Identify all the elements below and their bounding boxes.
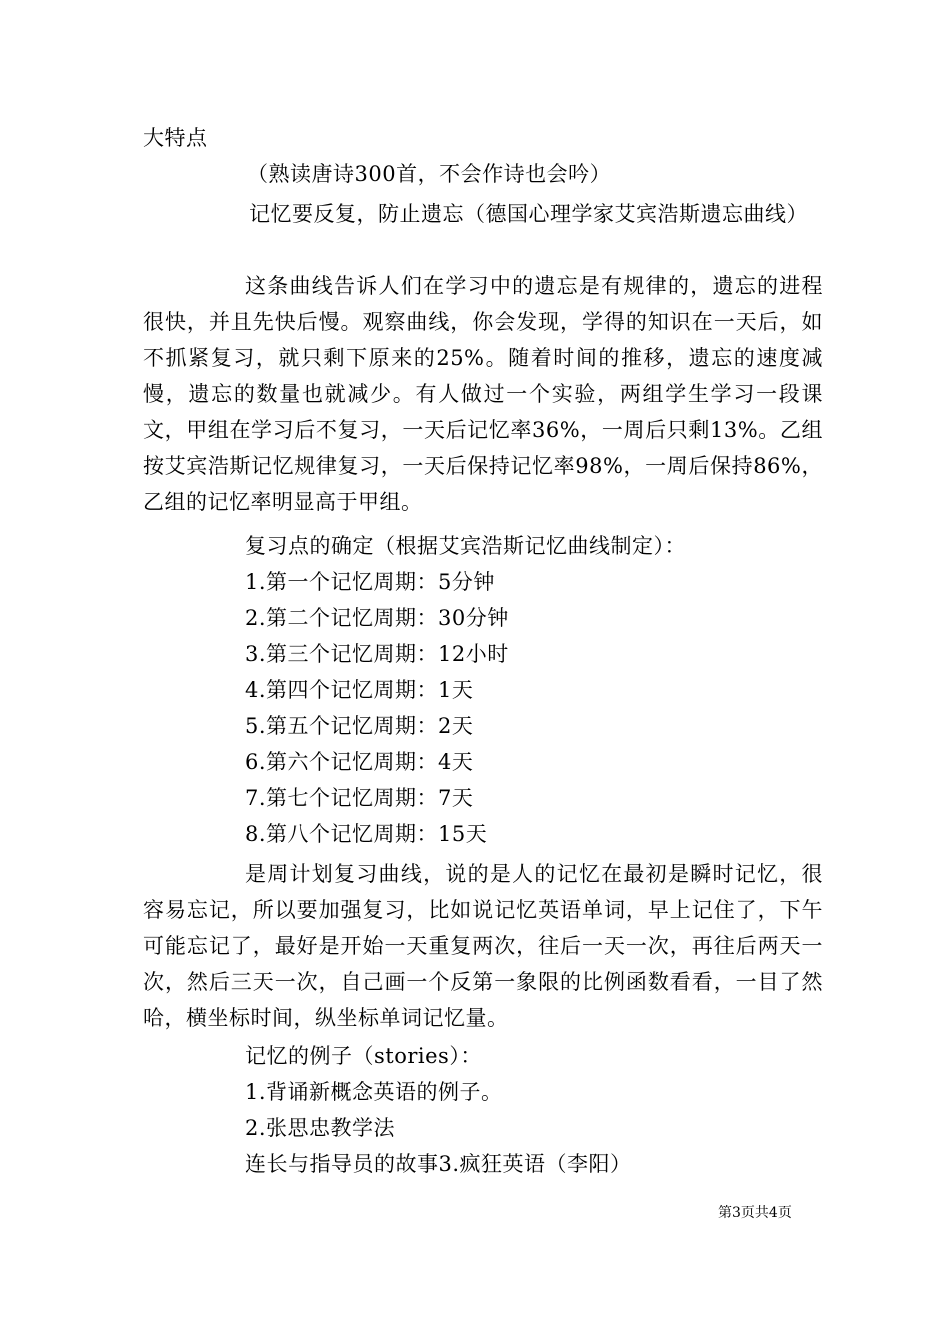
weekly-plan-paragraph: 是周计划复习曲线，说的是人的记忆在最初是瞬时记忆，很容易忘记，所以要加强复习，比如说记忆英语单词，早上记住了，下午可能忘记了，最好是开始一天重复两次，往后一天一次，再往后两天一次，然后三天一次，自己画一个反第一象限的比例函数看看，一目了然哈，横坐标时间，纵坐标单词记忆量。: [143, 862, 823, 1030]
fragment-heading: 大特点: [143, 126, 208, 150]
review-item: 4.第四个记忆周期：1天: [245, 678, 474, 702]
forgetting-curve-paragraph: 这条曲线告诉人们在学习中的遗忘是有规律的，遗忘的进程很快，并且先快后慢。观察曲线，你会发现，学得的知识在一天后，如不抓紧复习，就只剩下原来的25%。随着时间的推移，遗忘的速度减慢，遗忘的数量也就减少。有人做过一个实验，两组学生学习一段课文，甲组在学习后不复习，一天后记忆率36%，一周后只剩13%。乙组按艾宾浩斯记忆规律复习，一天后保持记忆率98%，一周后保持86%，乙组的记忆率明显高于甲组。: [143, 274, 823, 514]
review-points-heading: 复习点的确定（根据艾宾浩斯记忆曲线制定）：: [245, 534, 686, 558]
tang-poem-quote: （熟读唐诗300首，不会作诗也会吟）: [247, 162, 612, 186]
story-item: 连长与指导员的故事3.疯狂英语（李阳）: [245, 1152, 632, 1176]
review-item: 8.第八个记忆周期：15天: [245, 822, 488, 846]
review-item: 7.第七个记忆周期：7天: [245, 786, 474, 810]
review-item: 1.第一个记忆周期：5分钟: [245, 570, 495, 594]
page-number: 第3页共4页: [718, 1205, 792, 1221]
review-item: 5.第五个记忆周期：2天: [245, 714, 474, 738]
stories-heading: 记忆的例子（stories）：: [245, 1044, 482, 1068]
story-item: 2.张思忠教学法: [245, 1116, 396, 1140]
memory-repeat-line: 记忆要反复，防止遗忘（德国心理学家艾宾浩斯遗忘曲线）: [249, 202, 808, 226]
story-item: 1.背诵新概念英语的例子。: [245, 1080, 503, 1104]
review-item: 3.第三个记忆周期：12小时: [245, 642, 509, 666]
review-item: 6.第六个记忆周期：4天: [245, 750, 474, 774]
review-item: 2.第二个记忆周期：30分钟: [245, 606, 509, 630]
